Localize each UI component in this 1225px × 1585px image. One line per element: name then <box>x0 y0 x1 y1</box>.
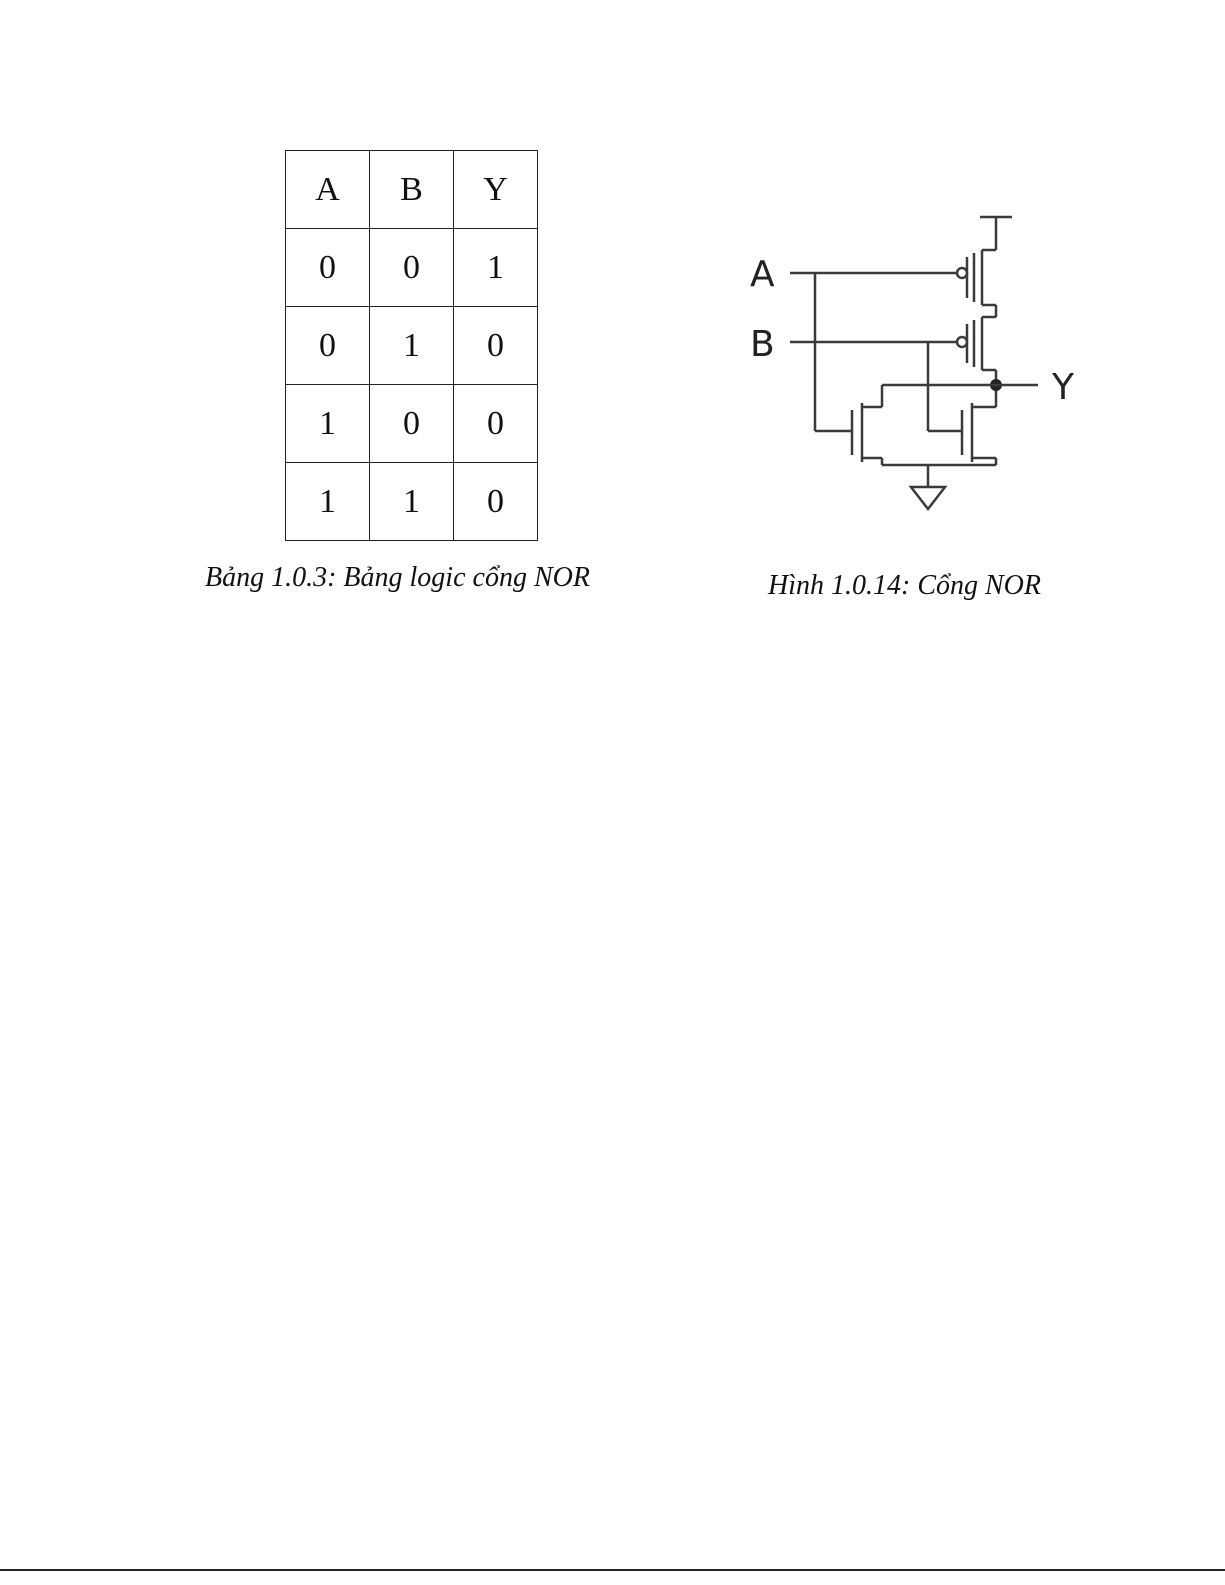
table-cell: 1 <box>454 229 538 307</box>
table-caption: Bảng 1.0.3: Bảng logic cổng NOR <box>205 562 590 593</box>
table-cell: 0 <box>286 307 370 385</box>
table-header-row <box>286 151 538 229</box>
header-cell-a: A <box>286 151 370 229</box>
pmos-transistor-a <box>957 250 996 305</box>
header-cell-y: Y <box>454 151 538 229</box>
input-a-label: A <box>750 254 775 295</box>
pmos-transistor-b <box>957 317 996 370</box>
table-cell: 1 <box>286 463 370 541</box>
nor-gate-circuit-diagram <box>730 205 1110 525</box>
table-row <box>286 307 538 385</box>
table-row <box>286 229 538 307</box>
table-cell: 0 <box>370 385 454 463</box>
table-row <box>286 385 538 463</box>
figure-caption: Hình 1.0.14: Cổng NOR <box>768 570 1041 601</box>
nor-truth-table <box>285 150 538 541</box>
table-cell: 1 <box>370 307 454 385</box>
table-cell: 0 <box>454 463 538 541</box>
table-cell: 0 <box>454 307 538 385</box>
output-y-label: Y <box>1052 367 1074 408</box>
table-cell: 0 <box>370 229 454 307</box>
nmos-transistor-a <box>852 400 882 465</box>
table-row <box>286 463 538 541</box>
ground-symbol <box>911 487 945 509</box>
table-cell: 0 <box>286 229 370 307</box>
page-footer-rule <box>0 1569 1225 1571</box>
table-cell: 1 <box>286 385 370 463</box>
table-cell: 1 <box>370 463 454 541</box>
table-cell: 0 <box>454 385 538 463</box>
header-cell-b: B <box>370 151 454 229</box>
input-b-label: B <box>750 324 775 365</box>
vdd-symbol <box>980 217 1012 250</box>
nmos-transistor-b <box>962 400 996 465</box>
